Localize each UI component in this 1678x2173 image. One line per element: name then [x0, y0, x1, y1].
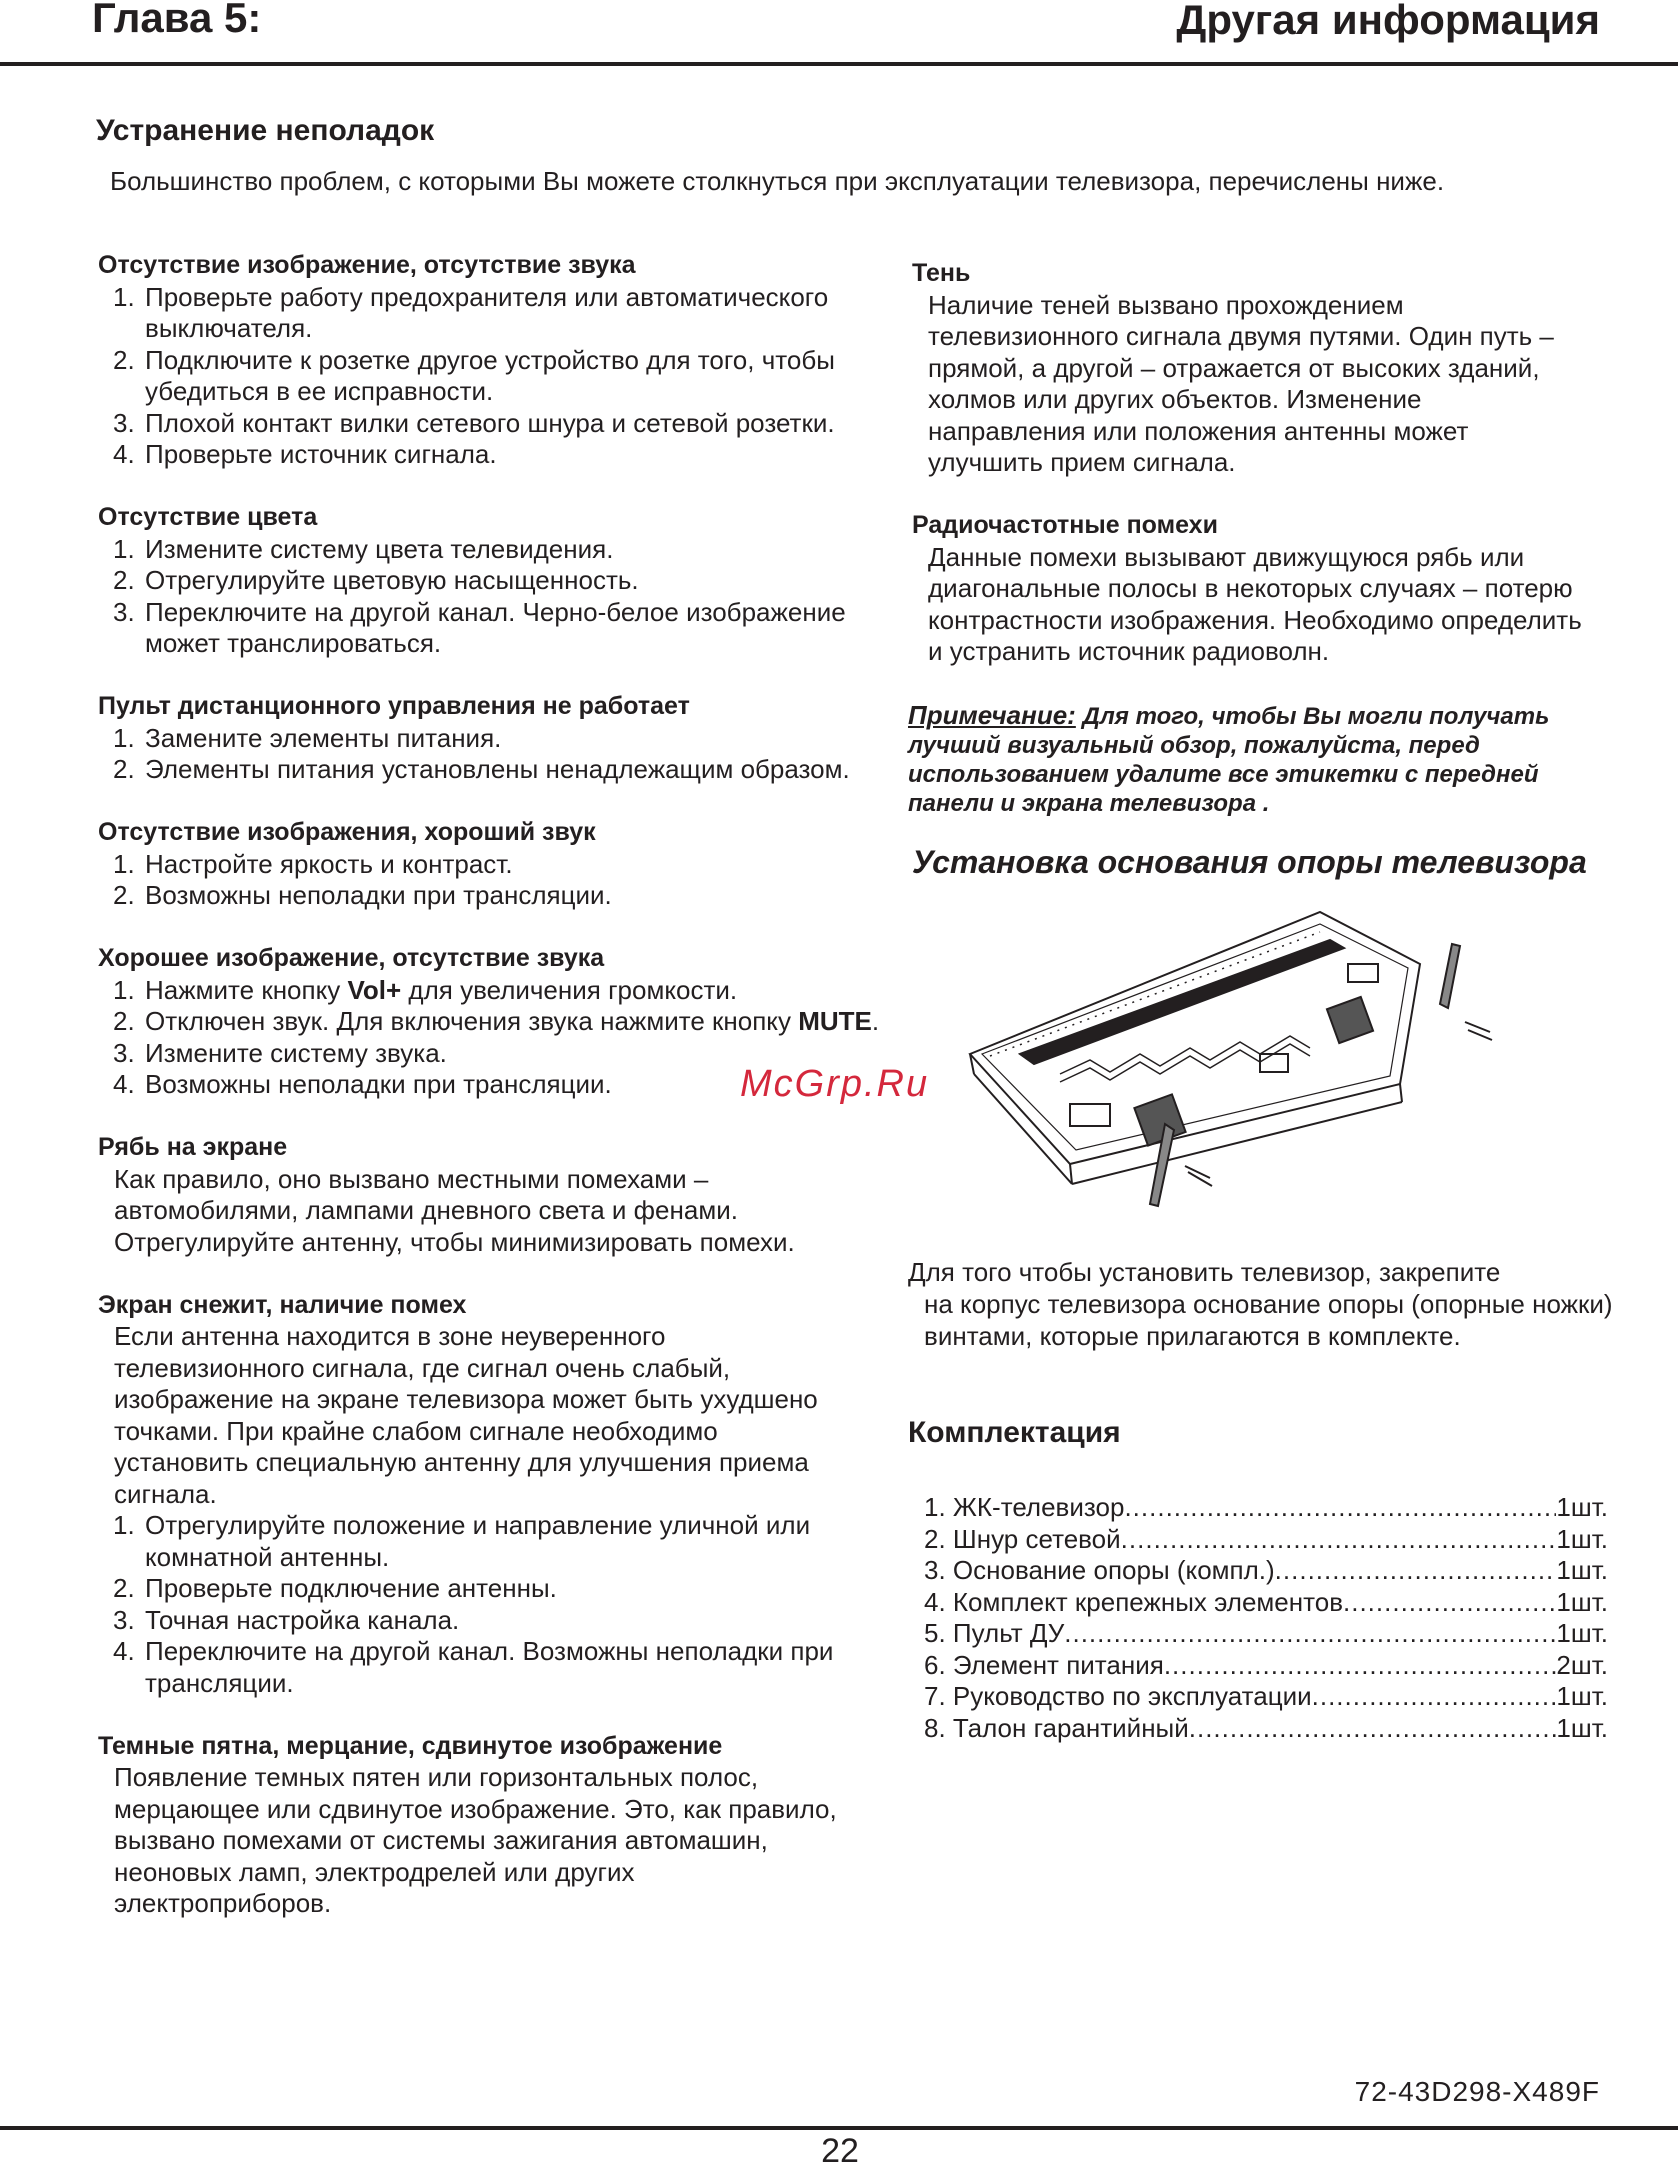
- rf-block: [912, 510, 1642, 668]
- list-item: 4. Переключите на другой канал. Возможны неполадки при трансляции.: [113, 1636, 834, 1698]
- kit-title: Комплектация: [908, 1416, 1121, 1449]
- list-item: 2. Отрегулируйте цветовую насыщенность.: [113, 565, 639, 595]
- troubleshooting-title: Устранение неполадок: [96, 114, 435, 147]
- list-item: 2. Подключите к розетке другое устройство для того, чтобы убедиться в ее исправности.: [113, 344, 835, 406]
- stand-text-line: Для того чтобы установить телевизор, закрепите: [908, 1257, 1501, 1287]
- kit-item: 8. Талон гарантийный ..... 1шт.: [924, 1713, 1608, 1745]
- list-item: 2. Возможны неполадки при трансляции.: [113, 880, 612, 910]
- list-item: 3. Плохой контакт вилки сетевого шнура и сетевой розетки.: [113, 407, 835, 438]
- mute-key: MUTE: [798, 1006, 872, 1036]
- note-label: Примечание:: [908, 700, 1076, 730]
- section-heading: Отсутствие изображения, хороший звук: [98, 818, 596, 846]
- list-item: 3. Измените систему звука.: [113, 1037, 447, 1068]
- paragraph: Если антенна находится в зоне неуверенного телевизионного сигнала, где сигнал очень слабый, изображение на экране телевизора может быть ухудшено точками. При крайне слабом сигнале необходимо установить специальную антенну для улучшения приема сигнала.: [114, 1321, 818, 1509]
- paragraph: Появление темных пятен или горизонтальных полос, мерцающее или сдвинутое изображение. Это, как правило, вызвано помехами от системы зажигания автомашин, неоновых ламп, электродрелей или других электроприборов.: [114, 1762, 837, 1918]
- list-item: 1. Измените систему цвета телевидения.: [113, 533, 614, 564]
- page-number: 22: [821, 2132, 859, 2170]
- kit-item: 4. Комплект крепежных элементов ..... 1шт.: [924, 1587, 1608, 1619]
- chapter-title: Другая информация: [1176, 0, 1600, 43]
- stand-title: Установка основания опоры телевизора: [912, 844, 1587, 880]
- no-picture-good-sound-block: [98, 817, 888, 912]
- note: [908, 701, 1628, 818]
- note-text: Для того, чтобы Вы могли получать лучший визуальный обзор, пожалуйста, перед использованием удалите все этикетки с передней панели и экрана телевизора .: [908, 703, 1550, 817]
- kit-item: 2. Шнур сетевой ..... 1шт.: [924, 1524, 1608, 1556]
- section-heading: Рябь на экране: [98, 1133, 288, 1161]
- list-item: 2. Проверьте подключение антенны.: [113, 1573, 557, 1603]
- section-heading: Пульт дистанционного управления не работает: [98, 692, 690, 720]
- list-item: 4. Возможны неполадки при трансляции.: [113, 1069, 612, 1099]
- kit-item: 3. Основание опоры (компл.) ..... 1шт.: [924, 1555, 1608, 1587]
- vol-key: Vol+: [347, 974, 402, 1005]
- list-item: 2. Элементы питания установлены ненадлежащим образом.: [113, 754, 850, 784]
- tv-stand-illustration: [960, 904, 1520, 1224]
- list-item: 3. Точная настройка канала.: [113, 1604, 460, 1635]
- list-item: 2. Отключен звук. Для включения звука нажмите кнопку MUTE.: [113, 1006, 880, 1036]
- kit-item: 7. Руководство по эксплуатации ..... 1шт.: [924, 1681, 1608, 1713]
- ripple-block: [98, 1132, 888, 1258]
- kit-item: 1. ЖК-телевизор ..... 1шт.: [924, 1492, 1608, 1524]
- list-item: 1. Нажмите кнопку Vol+ для увеличения громкости.: [113, 974, 738, 1005]
- list-item: 1. Настройте яркость и контраст.: [113, 848, 513, 879]
- no-color-block: [98, 502, 888, 660]
- section-heading: Экран снежит, наличие помех: [98, 1290, 467, 1319]
- section-heading: Радиочастотные помехи: [912, 511, 1218, 539]
- list-item: 1. Отрегулируйте положение и направление уличной или комнатной антенны.: [113, 1510, 811, 1572]
- kit-list: [924, 1492, 1608, 1744]
- list-item: 3. Переключите на другой канал. Черно-белое изображение может транслироваться.: [113, 596, 846, 658]
- list-item: 4. Проверьте источник сигнала.: [113, 439, 497, 469]
- stand-instructions: [908, 1256, 1628, 1352]
- section-heading: Хорошее изображение, отсутствие звука: [98, 944, 605, 972]
- list-item: 1. Проверьте работу предохранителя или автоматического выключателя.: [113, 281, 829, 343]
- model-number: 72-43D298-X489F: [1354, 2076, 1600, 2107]
- list-item: 1. Замените элементы питания.: [113, 722, 502, 753]
- right-column: [912, 258, 1642, 699]
- paragraph: Как правило, оно вызвано местными помехами – автомобилями, лампами дневного света и фенами. Отрегулируйте антенну, чтобы минимизировать помехи.: [114, 1163, 795, 1257]
- section-heading: Отсутствие цвета: [98, 503, 318, 531]
- no-picture-no-sound-block: [98, 250, 888, 471]
- header-rule: [0, 62, 1678, 66]
- troubleshooting-intro: Большинство проблем, с которыми Вы можете столкнуться при эксплуатации телевизора, перечислены ниже.: [110, 166, 1445, 196]
- stand-text-rest: на корпус телевизора основание опоры (опорные ножки) винтами, которые прилагаются в комплекте.: [924, 1289, 1613, 1351]
- footer-rule: [0, 2126, 1678, 2130]
- snow-block: [98, 1290, 888, 1700]
- section-heading: Тень: [912, 259, 971, 287]
- watermark: McGrp.Ru: [740, 1063, 930, 1105]
- kit-item: 6. Элемент питания ..... 2шт.: [924, 1650, 1608, 1682]
- section-heading: Темные пятна, мерцание, сдвинутое изображение: [98, 1731, 723, 1760]
- remote-block: [98, 691, 888, 786]
- chapter-label: Глава 5:: [92, 0, 262, 41]
- shadow-block: [912, 258, 1642, 479]
- kit-item: 5. Пульт ДУ ..... 1шт.: [924, 1618, 1608, 1650]
- paragraph: Данные помехи вызывают движущуюся рябь или диагональные полосы в некоторых случаях – потерю контрастности изображения. Необходимо определить и устранить источник радиоволн.: [928, 541, 1582, 666]
- dark-spots-block: [98, 1731, 888, 1920]
- paragraph: Наличие теней вызвано прохождением телевизионного сигнала двумя путями. Один путь – прямой, а другой – отражается от высоких зданий, холмов или других объектов. Изменение направления или положения антенны может улучшить прием сигнала.: [928, 289, 1554, 477]
- section-heading: Отсутствие изображение, отсутствие звука: [98, 251, 636, 279]
